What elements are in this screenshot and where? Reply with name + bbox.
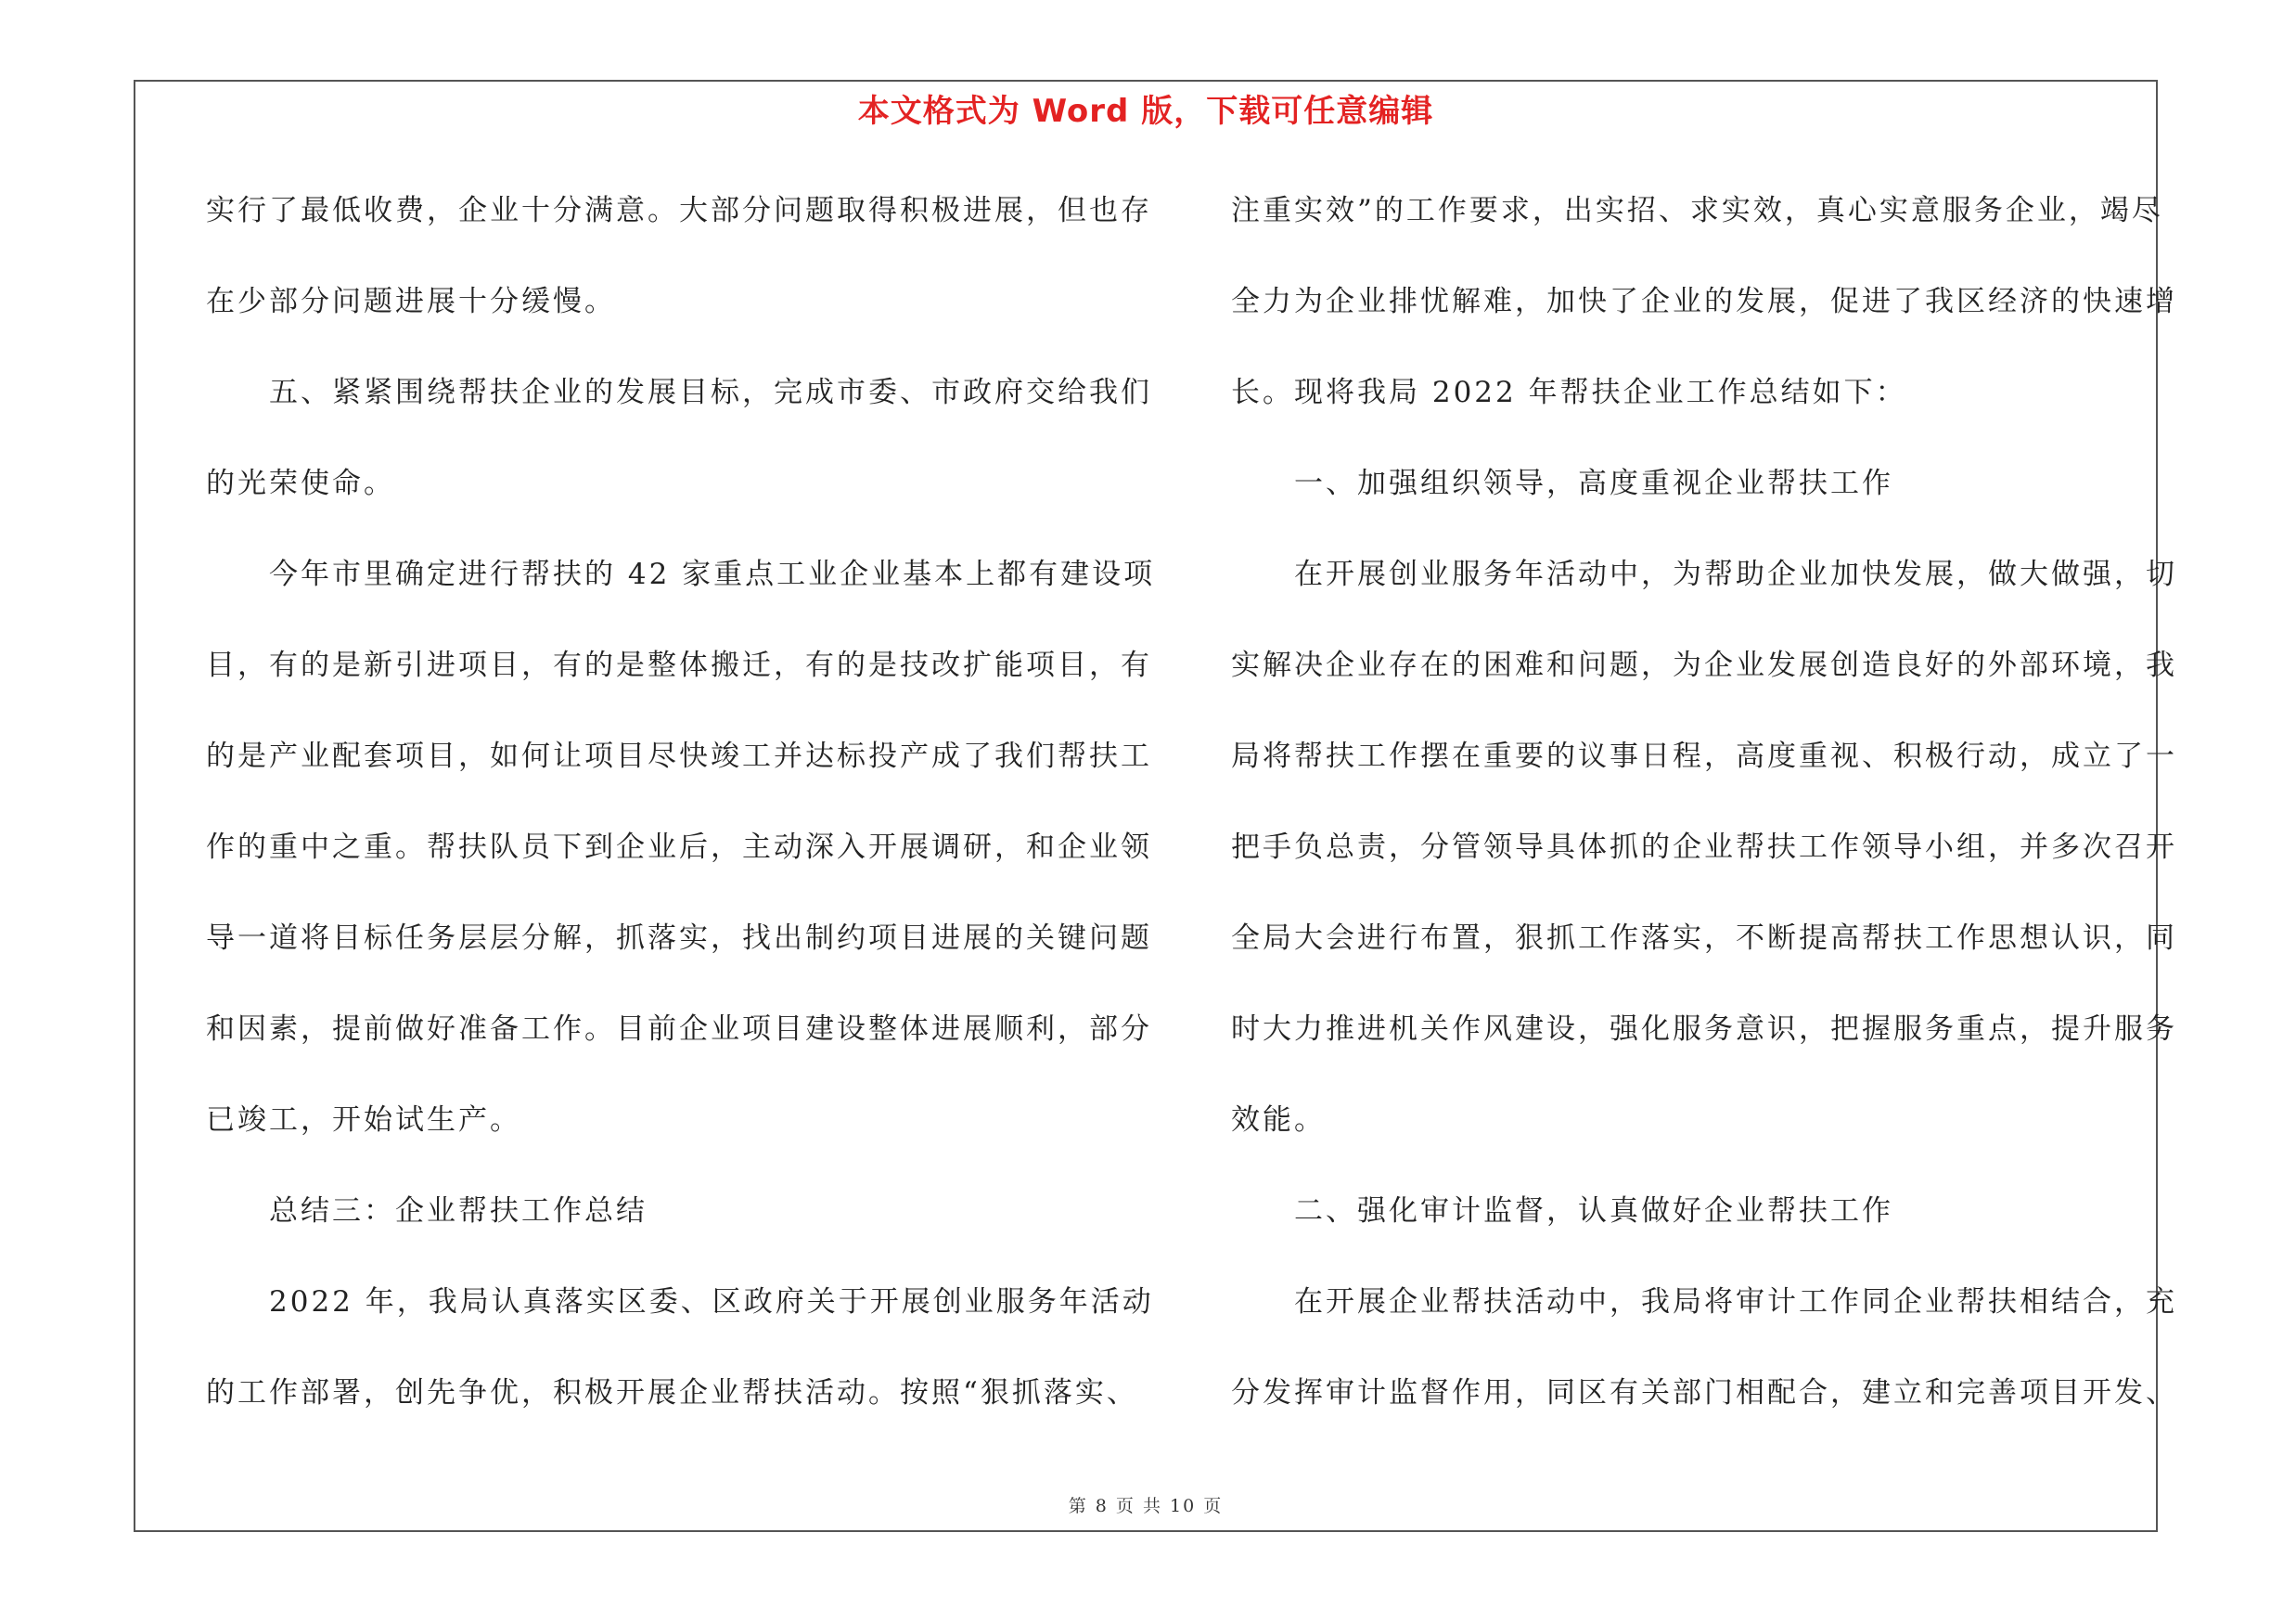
text-line: 分发挥审计监督作用，同区有关部门相配合，建立和完善项目开发、	[1231, 1376, 2177, 1410]
text-line: 局将帮扶工作摆在重要的议事日程，高度重视、积极行动，成立了一	[1231, 740, 2177, 773]
section-heading: 总结三：企业帮扶工作总结	[206, 1194, 648, 1228]
text-line: 和因素，提前做好准备工作。目前企业项目建设整体进展顺利，部分	[206, 1012, 1152, 1046]
text-line: 时大力推进机关作风建设，强化服务意识，把握服务重点，提升服务	[1231, 1012, 2177, 1046]
text-line: 在开展创业服务年活动中，为帮助企业加快发展，做大做强，切	[1231, 558, 2177, 591]
text-line: 2022 年，我局认真落实区委、区政府关于开展创业服务年活动	[206, 1285, 1154, 1319]
text-line: 在少部分问题进展十分缓慢。	[206, 285, 616, 318]
text-line: 注重实效”的工作要求，出实招、求实效，真心实意服务企业，竭尽	[1231, 194, 2163, 227]
format-banner: 本文格式为 Word 版，下载可任意编辑	[857, 93, 1434, 130]
text-line: 效能。	[1231, 1103, 1326, 1137]
text-line: 导一道将目标任务层层分解，抓落实，找出制约项目进展的关键问题	[206, 921, 1152, 955]
section-heading: 一、加强组织领导，高度重视企业帮扶工作	[1231, 467, 1893, 500]
page-number: 第 8 页 共 10 页	[1068, 1496, 1224, 1516]
text-line: 五、紧紧围绕帮扶企业的发展目标，完成市委、市政府交给我们	[206, 376, 1152, 409]
section-heading: 二、强化审计监督，认真做好企业帮扶工作	[1231, 1194, 1893, 1228]
left-column	[206, 178, 1156, 1451]
text-line: 已竣工，开始试生产。	[206, 1103, 521, 1137]
text-line: 在开展企业帮扶活动中，我局将审计工作同企业帮扶相结合，充	[1231, 1285, 2177, 1319]
text-line: 今年市里确定进行帮扶的 42 家重点工业企业基本上都有建设项	[206, 558, 1156, 591]
text-line: 长。现将我局 2022 年帮扶企业工作总结如下：	[1231, 376, 1907, 409]
text-line: 目，有的是新引进项目，有的是整体搬迁，有的是技改扩能项目，有	[206, 649, 1152, 682]
text-line: 作的重中之重。帮扶队员下到企业后，主动深入开展调研，和企业领	[206, 831, 1152, 864]
right-column	[1231, 178, 2177, 1451]
text-line: 的光荣使命。	[206, 467, 395, 500]
text-line: 的是产业配套项目，如何让项目尽快竣工并达标投产成了我们帮扶工	[206, 740, 1152, 773]
text-line: 的工作部署，创先争优，积极开展企业帮扶活动。按照“狠抓落实、	[206, 1376, 1138, 1410]
text-line: 把手负总责，分管领导具体抓的企业帮扶工作领导小组，并多次召开	[1231, 831, 2177, 864]
text-line: 全力为企业排忧解难，加快了企业的发展，促进了我区经济的快速增	[1231, 285, 2177, 318]
text-line: 实行了最低收费，企业十分满意。大部分问题取得积极进展，但也存	[206, 194, 1152, 227]
text-line: 实解决企业存在的困难和问题，为企业发展创造良好的外部环境，我	[1231, 649, 2177, 682]
text-line: 全局大会进行布置，狠抓工作落实，不断提高帮扶工作思想认识，同	[1231, 921, 2177, 955]
